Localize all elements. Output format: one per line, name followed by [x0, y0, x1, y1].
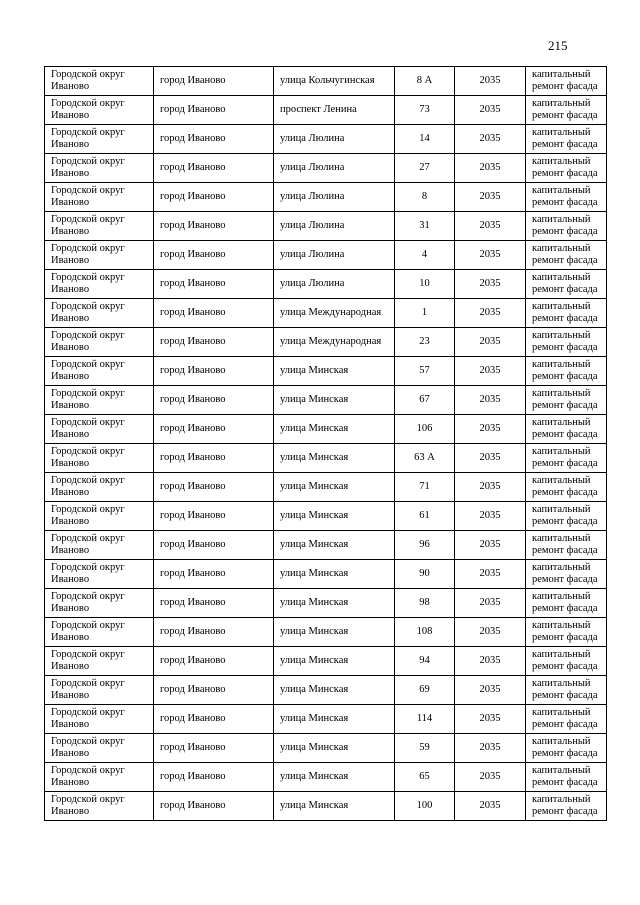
table-row	[45, 502, 607, 531]
street-cell: улица Минская	[274, 415, 395, 444]
work-type-cell: капитальный ремонт фасада	[526, 270, 607, 299]
year-cell: 2035	[455, 560, 526, 589]
table-row	[45, 676, 607, 705]
house-number-cell: 1	[395, 299, 455, 328]
house-number-cell: 90	[395, 560, 455, 589]
district-cell: Городской округ Иваново	[45, 647, 154, 676]
year-cell: 2035	[455, 763, 526, 792]
table-row	[45, 328, 607, 357]
street-cell: улица Минская	[274, 531, 395, 560]
street-cell: улица Минская	[274, 792, 395, 821]
city-cell: город Иваново	[154, 125, 274, 154]
table-row	[45, 531, 607, 560]
district-cell: Городской округ Иваново	[45, 67, 154, 96]
street-cell: улица Люлина	[274, 270, 395, 299]
street-cell: улица Международная	[274, 328, 395, 357]
district-cell: Городской округ Иваново	[45, 299, 154, 328]
table-row	[45, 444, 607, 473]
house-number-cell: 94	[395, 647, 455, 676]
house-number-cell: 4	[395, 241, 455, 270]
city-cell: город Иваново	[154, 212, 274, 241]
year-cell: 2035	[455, 647, 526, 676]
table-row	[45, 618, 607, 647]
house-number-cell: 98	[395, 589, 455, 618]
street-cell: улица Люлина	[274, 212, 395, 241]
street-cell: улица Минская	[274, 444, 395, 473]
district-cell: Городской округ Иваново	[45, 560, 154, 589]
house-number-cell: 8	[395, 183, 455, 212]
year-cell: 2035	[455, 531, 526, 560]
street-cell: улица Минская	[274, 589, 395, 618]
year-cell: 2035	[455, 502, 526, 531]
city-cell: город Иваново	[154, 763, 274, 792]
year-cell: 2035	[455, 734, 526, 763]
street-cell: улица Минская	[274, 676, 395, 705]
district-cell: Городской округ Иваново	[45, 415, 154, 444]
street-cell: проспект Ленина	[274, 96, 395, 125]
house-number-cell: 10	[395, 270, 455, 299]
street-cell: улица Минская	[274, 618, 395, 647]
street-cell: улица Минская	[274, 386, 395, 415]
street-cell: улица Минская	[274, 560, 395, 589]
street-cell: улица Минская	[274, 473, 395, 502]
house-number-cell: 31	[395, 212, 455, 241]
work-type-cell: капитальный ремонт фасада	[526, 647, 607, 676]
table-row	[45, 154, 607, 183]
house-number-cell: 114	[395, 705, 455, 734]
year-cell: 2035	[455, 676, 526, 705]
year-cell: 2035	[455, 299, 526, 328]
city-cell: город Иваново	[154, 415, 274, 444]
district-cell: Городской округ Иваново	[45, 734, 154, 763]
district-cell: Городской округ Иваново	[45, 183, 154, 212]
work-type-cell: капитальный ремонт фасада	[526, 299, 607, 328]
work-type-cell: капитальный ремонт фасада	[526, 734, 607, 763]
house-number-cell: 108	[395, 618, 455, 647]
house-number-cell: 63 А	[395, 444, 455, 473]
city-cell: город Иваново	[154, 154, 274, 183]
street-cell: улица Минская	[274, 734, 395, 763]
district-cell: Городской округ Иваново	[45, 328, 154, 357]
work-type-cell: капитальный ремонт фасада	[526, 328, 607, 357]
house-number-cell: 96	[395, 531, 455, 560]
work-type-cell: капитальный ремонт фасада	[526, 67, 607, 96]
work-type-cell: капитальный ремонт фасада	[526, 125, 607, 154]
city-cell: город Иваново	[154, 560, 274, 589]
district-cell: Городской округ Иваново	[45, 386, 154, 415]
city-cell: город Иваново	[154, 589, 274, 618]
district-cell: Городской округ Иваново	[45, 531, 154, 560]
page-number: 215	[548, 38, 568, 53]
district-cell: Городской округ Иваново	[45, 618, 154, 647]
district-cell: Городской округ Иваново	[45, 444, 154, 473]
table-row	[45, 183, 607, 212]
work-type-cell: капитальный ремонт фасада	[526, 415, 607, 444]
table-row	[45, 212, 607, 241]
city-cell: город Иваново	[154, 618, 274, 647]
city-cell: город Иваново	[154, 531, 274, 560]
city-cell: город Иваново	[154, 386, 274, 415]
district-cell: Городской округ Иваново	[45, 241, 154, 270]
house-number-cell: 71	[395, 473, 455, 502]
house-number-cell: 65	[395, 763, 455, 792]
repair-schedule-table	[44, 66, 607, 821]
table-row	[45, 473, 607, 502]
street-cell: улица Минская	[274, 502, 395, 531]
work-type-cell: капитальный ремонт фасада	[526, 357, 607, 386]
year-cell: 2035	[455, 792, 526, 821]
table-row	[45, 125, 607, 154]
year-cell: 2035	[455, 357, 526, 386]
city-cell: город Иваново	[154, 183, 274, 212]
table-row	[45, 589, 607, 618]
city-cell: город Иваново	[154, 67, 274, 96]
house-number-cell: 100	[395, 792, 455, 821]
house-number-cell: 73	[395, 96, 455, 125]
district-cell: Городской округ Иваново	[45, 589, 154, 618]
year-cell: 2035	[455, 96, 526, 125]
year-cell: 2035	[455, 241, 526, 270]
work-type-cell: капитальный ремонт фасада	[526, 560, 607, 589]
table-row	[45, 560, 607, 589]
work-type-cell: капитальный ремонт фасада	[526, 792, 607, 821]
street-cell: улица Люлина	[274, 183, 395, 212]
year-cell: 2035	[455, 212, 526, 241]
year-cell: 2035	[455, 705, 526, 734]
house-number-cell: 8 А	[395, 67, 455, 96]
year-cell: 2035	[455, 328, 526, 357]
work-type-cell: капитальный ремонт фасада	[526, 531, 607, 560]
city-cell: город Иваново	[154, 676, 274, 705]
street-cell: улица Международная	[274, 299, 395, 328]
district-cell: Городской округ Иваново	[45, 763, 154, 792]
year-cell: 2035	[455, 67, 526, 96]
table-row	[45, 299, 607, 328]
year-cell: 2035	[455, 125, 526, 154]
house-number-cell: 27	[395, 154, 455, 183]
work-type-cell: капитальный ремонт фасада	[526, 473, 607, 502]
table-row	[45, 647, 607, 676]
street-cell: улица Минская	[274, 705, 395, 734]
house-number-cell: 57	[395, 357, 455, 386]
district-cell: Городской округ Иваново	[45, 125, 154, 154]
work-type-cell: капитальный ремонт фасада	[526, 212, 607, 241]
table-row	[45, 270, 607, 299]
house-number-cell: 23	[395, 328, 455, 357]
city-cell: город Иваново	[154, 241, 274, 270]
district-cell: Городской округ Иваново	[45, 270, 154, 299]
work-type-cell: капитальный ремонт фасада	[526, 96, 607, 125]
year-cell: 2035	[455, 618, 526, 647]
work-type-cell: капитальный ремонт фасада	[526, 502, 607, 531]
work-type-cell: капитальный ремонт фасада	[526, 705, 607, 734]
work-type-cell: капитальный ремонт фасада	[526, 676, 607, 705]
year-cell: 2035	[455, 444, 526, 473]
work-type-cell: капитальный ремонт фасада	[526, 386, 607, 415]
table-row	[45, 96, 607, 125]
city-cell: город Иваново	[154, 270, 274, 299]
house-number-cell: 14	[395, 125, 455, 154]
table-row	[45, 415, 607, 444]
street-cell: улица Люлина	[274, 125, 395, 154]
district-cell: Городской округ Иваново	[45, 212, 154, 241]
city-cell: город Иваново	[154, 792, 274, 821]
year-cell: 2035	[455, 589, 526, 618]
district-cell: Городской округ Иваново	[45, 473, 154, 502]
year-cell: 2035	[455, 183, 526, 212]
street-cell: улица Кольчугинская	[274, 67, 395, 96]
district-cell: Городской округ Иваново	[45, 676, 154, 705]
table-row	[45, 357, 607, 386]
city-cell: город Иваново	[154, 328, 274, 357]
city-cell: город Иваново	[154, 96, 274, 125]
district-cell: Городской округ Иваново	[45, 705, 154, 734]
street-cell: улица Минская	[274, 763, 395, 792]
work-type-cell: капитальный ремонт фасада	[526, 154, 607, 183]
work-type-cell: капитальный ремонт фасада	[526, 618, 607, 647]
year-cell: 2035	[455, 270, 526, 299]
table-row	[45, 734, 607, 763]
work-type-cell: капитальный ремонт фасада	[526, 589, 607, 618]
street-cell: улица Люлина	[274, 154, 395, 183]
house-number-cell: 106	[395, 415, 455, 444]
work-type-cell: капитальный ремонт фасада	[526, 241, 607, 270]
table-row	[45, 386, 607, 415]
city-cell: город Иваново	[154, 647, 274, 676]
district-cell: Городской округ Иваново	[45, 792, 154, 821]
year-cell: 2035	[455, 415, 526, 444]
city-cell: город Иваново	[154, 444, 274, 473]
city-cell: город Иваново	[154, 502, 274, 531]
table-row	[45, 705, 607, 734]
house-number-cell: 59	[395, 734, 455, 763]
table-row	[45, 763, 607, 792]
year-cell: 2035	[455, 386, 526, 415]
street-cell: улица Минская	[274, 357, 395, 386]
table-row	[45, 241, 607, 270]
house-number-cell: 67	[395, 386, 455, 415]
year-cell: 2035	[455, 473, 526, 502]
city-cell: город Иваново	[154, 705, 274, 734]
city-cell: город Иваново	[154, 299, 274, 328]
city-cell: город Иваново	[154, 357, 274, 386]
district-cell: Городской округ Иваново	[45, 96, 154, 125]
work-type-cell: капитальный ремонт фасада	[526, 444, 607, 473]
street-cell: улица Минская	[274, 647, 395, 676]
street-cell: улица Люлина	[274, 241, 395, 270]
city-cell: город Иваново	[154, 734, 274, 763]
table-body	[45, 67, 607, 821]
table-row	[45, 67, 607, 96]
table-row	[45, 792, 607, 821]
work-type-cell: капитальный ремонт фасада	[526, 763, 607, 792]
house-number-cell: 61	[395, 502, 455, 531]
year-cell: 2035	[455, 154, 526, 183]
district-cell: Городской округ Иваново	[45, 502, 154, 531]
work-type-cell: капитальный ремонт фасада	[526, 183, 607, 212]
city-cell: город Иваново	[154, 473, 274, 502]
house-number-cell: 69	[395, 676, 455, 705]
district-cell: Городской округ Иваново	[45, 154, 154, 183]
district-cell: Городской округ Иваново	[45, 357, 154, 386]
